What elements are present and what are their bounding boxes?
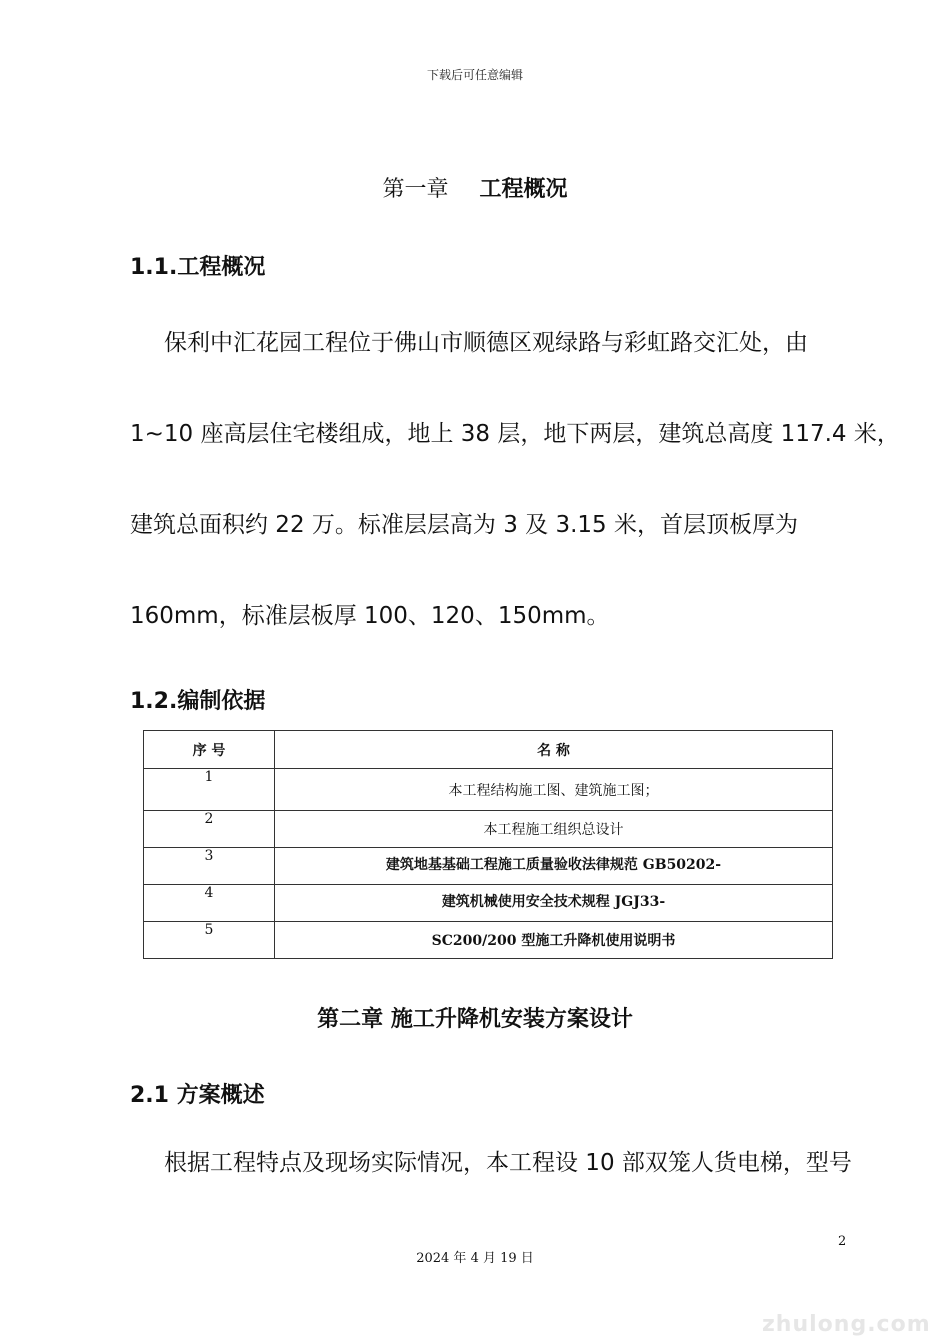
basis-table (143, 730, 833, 959)
table-row (144, 811, 833, 848)
watermark-logo: zhulong.com (762, 1312, 931, 1337)
row-name: 本工程结构施工图、建筑施工图； (275, 769, 833, 811)
table-header-row (144, 731, 833, 769)
paragraph-line-3: 建筑总面积约 22 万。标准层层高为 3 及 3.15 米，首层顶板厚为 (130, 512, 798, 538)
paragraph-line-1: 保利中汇花园工程位于佛山市顺德区观绿路与彩虹路交汇处，由 (164, 330, 808, 356)
section-1-1-heading: 1.1.工程概况 (130, 255, 266, 280)
row-name: 建筑地基基础工程施工质量验收法律规范 GB50202- (275, 848, 833, 885)
footer-date: 2024 年 4 月 19 日 (416, 1251, 534, 1266)
page-number: 2 (838, 1234, 847, 1249)
row-name: 本工程施工组织总设计 (275, 811, 833, 848)
section-2-1-heading: 2.1 方案概述 (130, 1083, 265, 1108)
paragraph-line-2: 1~10 座高层住宅楼组成，地上 38 层，地下两层，建筑总高度 117.4 米， (130, 421, 900, 447)
table-row (144, 922, 833, 959)
header-name: 名 称 (275, 731, 833, 769)
table-row (144, 769, 833, 811)
chapter-1-name: 工程概况 (479, 177, 568, 202)
chapter-1-number: 第一章 (382, 177, 449, 202)
chapter-1-title (0, 172, 950, 203)
row-index: 5 (144, 922, 275, 959)
row-index: 4 (144, 885, 275, 922)
paragraph-line-4: 160mm，标准层板厚 100、120、150mm。 (130, 603, 610, 629)
header-note: 下载后可任意编辑 (426, 68, 523, 82)
row-name: SC200/200 型施工升降机使用说明书 (275, 922, 833, 959)
paragraph-line-5: 根据工程特点及现场实际情况，本工程设 10 部双笼人货电梯，型号 (164, 1150, 852, 1176)
table-row (144, 848, 833, 885)
row-name: 建筑机械使用安全技术规程 JGJ33- (275, 885, 833, 922)
row-index: 3 (144, 848, 275, 885)
section-1-2-heading: 1.2.编制依据 (130, 689, 266, 714)
row-index: 2 (144, 811, 275, 848)
table-row (144, 885, 833, 922)
chapter-2-title: 第二章 施工升降机安装方案设计 (317, 1007, 633, 1032)
header-index: 序 号 (144, 731, 275, 769)
row-index: 1 (144, 769, 275, 811)
